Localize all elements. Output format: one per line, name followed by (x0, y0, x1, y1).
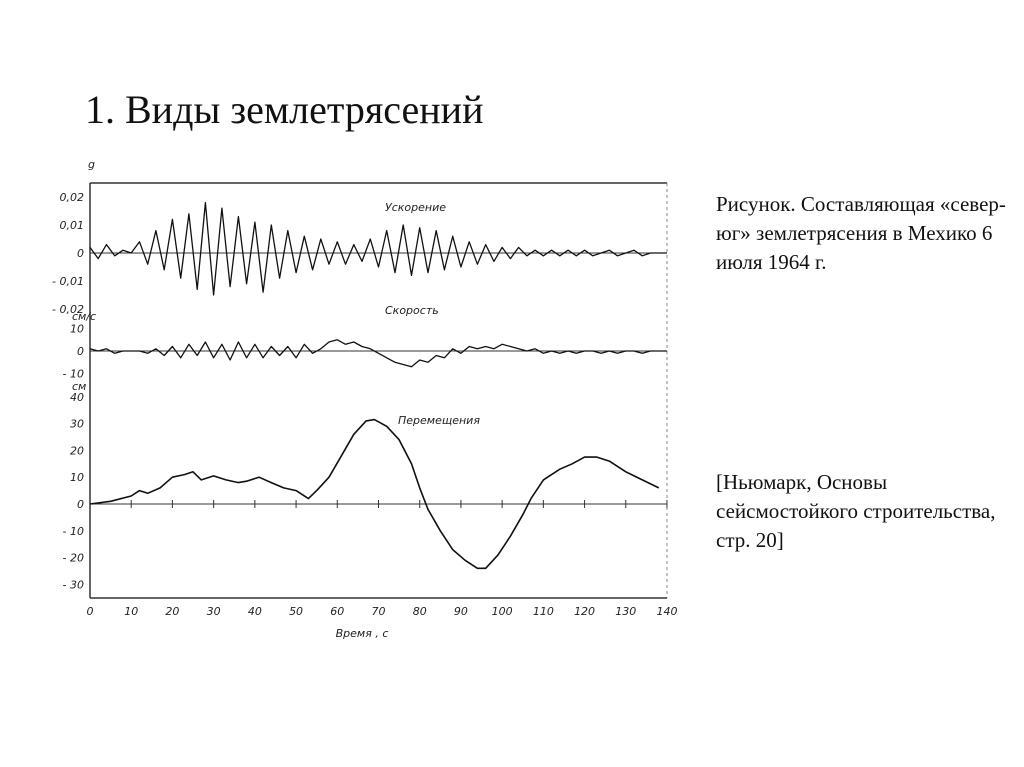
y-tick-label: 0,01 (59, 219, 84, 232)
slide-title: 1. Виды землетрясений (85, 87, 484, 132)
x-tick-label: 110 (532, 605, 554, 618)
x-tick-label: 10 (124, 605, 139, 618)
y-tick-label: - 0,02 (52, 303, 84, 316)
y-tick-label: - 10 (62, 524, 84, 538)
x-tick-label: 20 (165, 605, 180, 618)
y-tick-label: - 10 (62, 367, 84, 381)
y-tick-label: 0 (77, 498, 84, 511)
unit-label-0: g (88, 158, 95, 171)
y-tick-label: 10 (70, 322, 84, 336)
y-tick-label: 0 (77, 247, 84, 260)
x-tick-label: 0 (86, 605, 94, 618)
unit-label-2: см (72, 380, 87, 393)
x-tick-label: 60 (330, 605, 345, 618)
x-axis-label: Время , с (335, 627, 389, 640)
x-tick-label: 80 (412, 605, 427, 618)
unit-label-1: см/с (72, 310, 97, 323)
series-label-1: Скорость (385, 304, 439, 317)
x-tick-label: 130 (615, 605, 637, 618)
y-tick-label: 10 (70, 471, 84, 485)
series-line-Перемещения (90, 420, 659, 569)
x-tick-label: 50 (289, 605, 304, 618)
y-tick-label: - 30 (62, 578, 84, 592)
x-tick-label: 90 (453, 605, 468, 618)
y-tick-label: 0 (77, 345, 84, 358)
x-tick-label: 30 (206, 605, 221, 618)
y-tick-label: 0,02 (59, 191, 84, 204)
series-label-0: Ускорение (385, 201, 446, 214)
y-tick-label: - 0,01 (52, 275, 84, 288)
x-tick-label: 120 (574, 605, 596, 618)
x-tick-label: 140 (656, 605, 678, 618)
y-tick-label: 40 (70, 390, 84, 404)
y-tick-label: 30 (70, 417, 84, 431)
y-tick-label: - 20 (62, 551, 84, 565)
y-tick-label: 20 (70, 444, 84, 458)
series-label-2: Перемещения (398, 414, 480, 427)
x-tick-label: 70 (371, 605, 386, 618)
figure-caption: Рисунок. Составляющая «север-юг» землетрясения в Мехико 6 июля 1964 г. (716, 192, 1006, 274)
series-line-Скорость (90, 340, 667, 367)
x-tick-label: 100 (491, 605, 513, 618)
series-line-Ускорение (90, 203, 667, 295)
reference-citation: [Ньюмарк, Основы сейсмостойкого строительства, стр. 20] (716, 470, 996, 552)
x-tick-label: 40 (247, 605, 262, 618)
